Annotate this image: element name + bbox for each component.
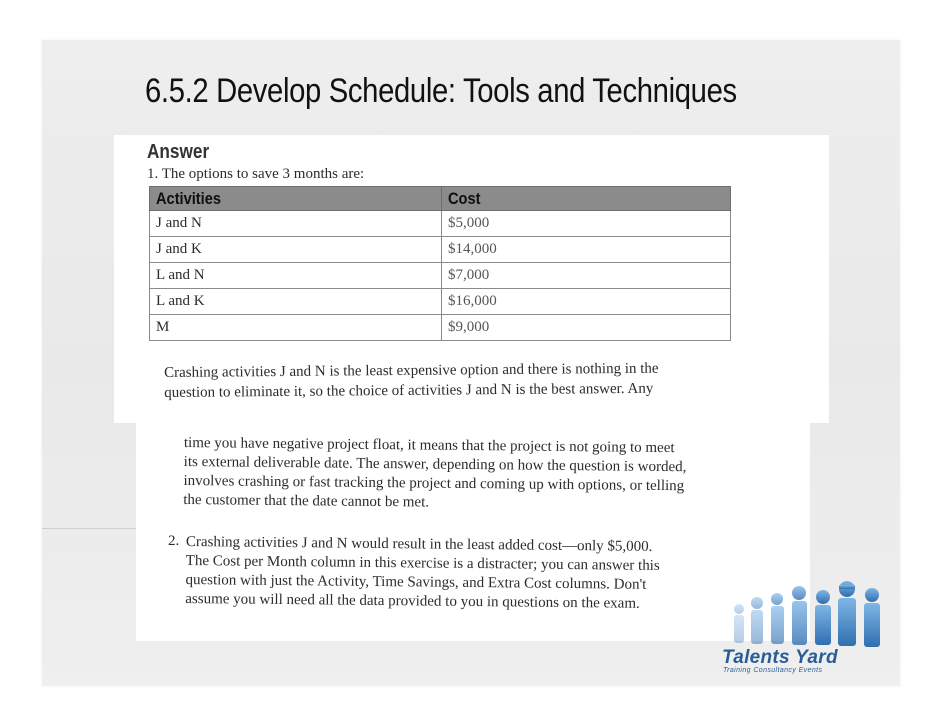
paragraph-line: Crashing activities J and N would result in the least added cost—only $5,000. bbox=[185, 533, 653, 555]
paragraph-line: assume you will need all the data provided to you in questions on the exam. bbox=[185, 590, 640, 612]
cell-activities: J and K bbox=[150, 237, 442, 263]
paragraph-line: The Cost per Month column in this exercise is a distracter; you can answer this bbox=[185, 552, 660, 574]
answer-paragraph-continued bbox=[183, 434, 784, 516]
answer-intro: 1. The options to save 3 months are: bbox=[147, 166, 365, 182]
answer-heading: Answer bbox=[147, 141, 210, 163]
table-header-row bbox=[150, 187, 731, 211]
slide-title: 6.5.2 Develop Schedule: Tools and Techniques bbox=[145, 72, 737, 110]
table-row bbox=[150, 211, 731, 237]
answer-scan-bottom bbox=[136, 423, 810, 641]
decorative-line bbox=[42, 528, 142, 529]
cell-cost: $7,000 bbox=[442, 263, 731, 289]
cell-activities: J and N bbox=[150, 211, 442, 237]
item-2-paragraph bbox=[185, 533, 786, 615]
cell-activities: L and K bbox=[150, 289, 442, 315]
paragraph-line: question to eliminate it, so the choice of activities J and N is the best answer. Any bbox=[164, 380, 654, 401]
table-row bbox=[150, 289, 731, 315]
cell-cost: $9,000 bbox=[442, 315, 731, 341]
item-2-number: 2. bbox=[168, 533, 180, 549]
answer-scan-top bbox=[114, 135, 829, 423]
logo-tagline: Training Consultancy Events bbox=[723, 667, 823, 674]
paragraph-line: question with just the Activity, Time Savings, and Extra Cost columns. Don't bbox=[185, 571, 647, 593]
cell-cost: $16,000 bbox=[442, 289, 731, 315]
table-row bbox=[150, 237, 731, 263]
paragraph-line: time you have negative project float, it means that the project is not going to meet bbox=[183, 434, 675, 457]
cell-cost: $14,000 bbox=[442, 237, 731, 263]
cell-activities: L and N bbox=[150, 263, 442, 289]
table-row bbox=[150, 315, 731, 341]
paragraph-line: its external deliverable date. The answer, depending on how the question is worded, bbox=[183, 453, 687, 476]
paragraph-line: Crashing activities J and N is the least expensive option and there is nothing in the bbox=[164, 360, 659, 381]
cell-cost: $5,000 bbox=[442, 211, 731, 237]
cell-activities: M bbox=[150, 315, 442, 341]
column-header-activities: Activities bbox=[150, 187, 442, 211]
paragraph-line: the customer that the date cannot be met. bbox=[183, 491, 430, 511]
table-row bbox=[150, 263, 731, 289]
answer-paragraph-top bbox=[164, 358, 764, 403]
logo-name: Talents Yard bbox=[722, 647, 838, 668]
paragraph-line: involves crashing or fast tracking the project and coming up with options, or telling bbox=[183, 472, 685, 495]
options-table bbox=[149, 186, 731, 341]
column-header-cost: Cost bbox=[442, 187, 731, 211]
